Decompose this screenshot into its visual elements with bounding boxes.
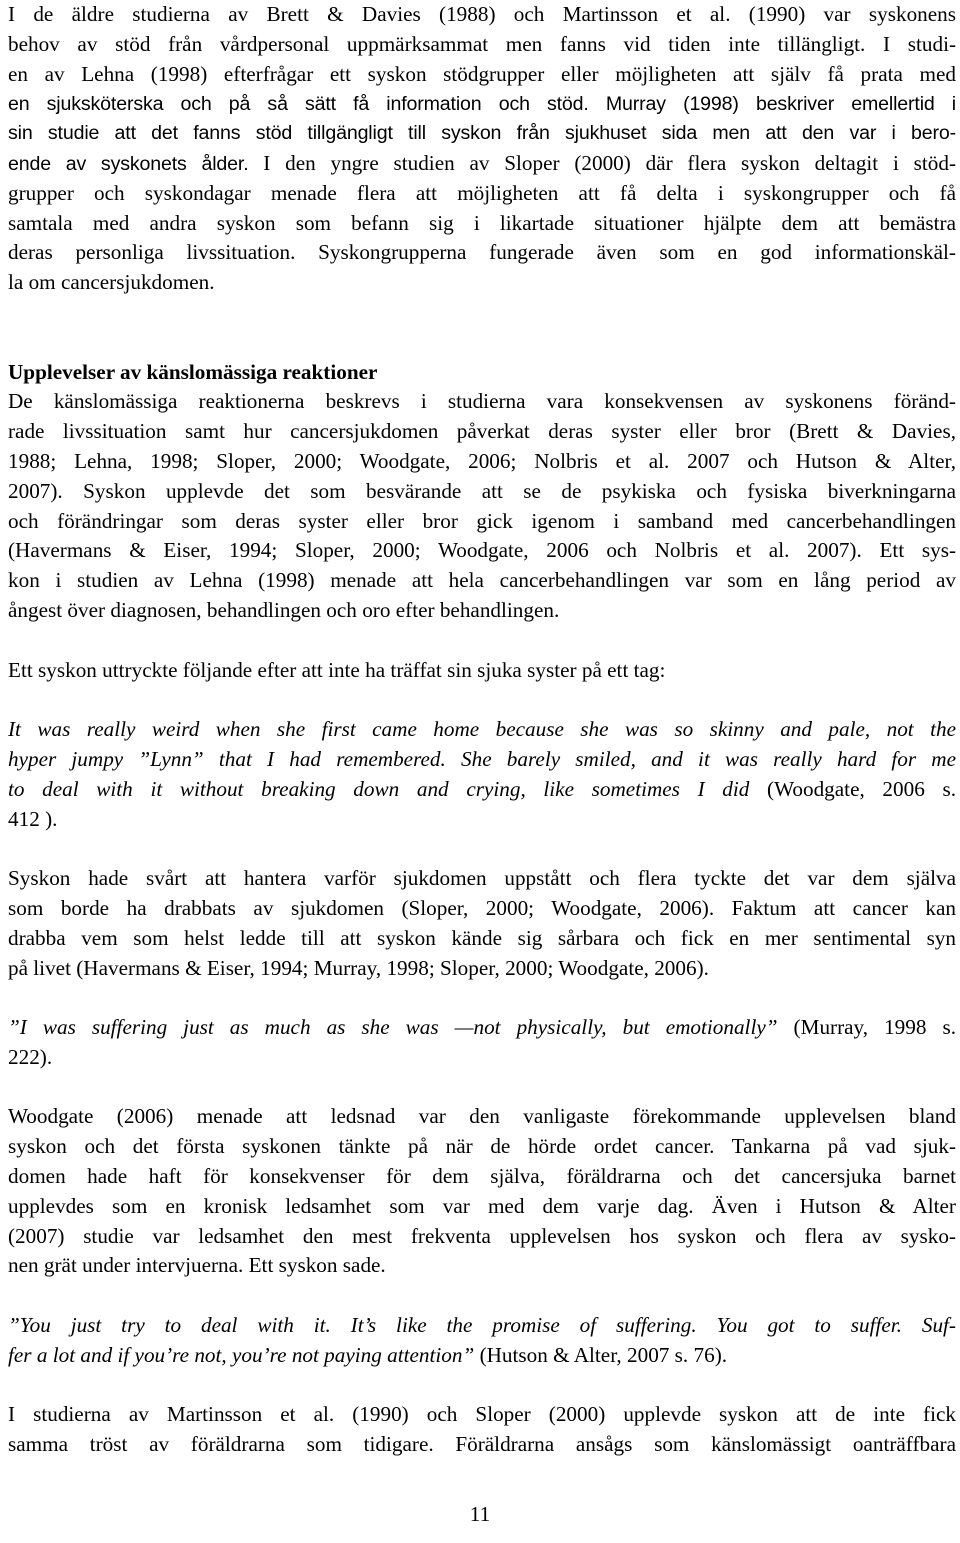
text-line: upplevdes som en kronisk ledsamhet som var med dem varje dag. Även i Hutson & Alter [8,1193,956,1218]
text-span: en sjuksköterska och på så sätt få information och stöd. [8,93,589,116]
text-line: Syskon hade svårt att hantera varför sjukdomen uppstått och flera tyckte det var dem själva [8,866,956,891]
quote-intro: Ett syskon uttryckte följande efter att inte ha träffat sin sjuka syster på ett tag: [8,657,666,682]
text-span: ”I was suffering just as much as she was —not physically, but emotionally” [8,1015,778,1040]
text-line [8,536,956,566]
document-page [8,0,956,1460]
text-line [8,1013,956,1043]
text-line [8,1341,956,1371]
paragraph-vulnerability [8,864,956,983]
text-span: fer a lot and if you’re not, you’re not paying attention” [8,1342,475,1367]
text-span: 2007). [8,478,63,503]
text-line: och förändringar som deras syster eller bror gick igenom i samband med cancerbehandlingen [8,508,956,533]
paragraph-sibling-support [8,0,956,298]
text-line: rade livssituation samt hur cancersjukdomen påverkat deras syster eller bror (Brett & Davies, [8,419,956,444]
text-line: 222). [8,1044,53,1069]
text-span: I den yngre studien av Sloper (2000) där flera syskon deltagit i stöd- [263,150,956,175]
text-line [8,149,956,179]
text-line [8,89,956,119]
citation: (Woodgate, 2006 s. [767,776,957,801]
text-line: som borde ha drabbats av sjukdomen (Sloper, 2000; Woodgate, 2006). Faktum att cancer kan [8,895,956,920]
quote-woodgate [8,715,956,834]
text-line: la om cancersjukdomen. [8,270,215,295]
text-line: 1988; Lehna, 1998; Sloper, 2000; Woodgate, 2006; Nolbris et al. 2007 och Hutson & Alter, [8,448,956,473]
text-span: Murray (1998) beskriver emellertid i [605,93,956,116]
text-span: ende av syskonets ålder. [8,152,249,175]
text-line: deras personliga livssituation. Syskongrupperna fungerade även som en god informationskäl- [8,240,956,265]
text-span: Ett sys- [879,538,957,563]
text-span: (Havermans & Eiser, 1994; Sloper, 2000; Woodgate, 2006 och Nolbris et al. 2007). [8,538,862,563]
text-line: ångest över diagnosen, behandlingen och oro efter behandlingen. [8,597,560,622]
text-span: Syskon upplevde det som besvärande att se de psykiska och fysiska biverkningarna [83,478,956,503]
text-span: I studi- [883,31,957,56]
text-line: samma tröst av föräldrarna som tidigare. Föräldrarna ansågs som känslomässigt oanträffbara [8,1432,956,1457]
text-line: 412 ). [8,806,58,831]
quote-hutson-alter [8,1311,956,1371]
text-line: ”You just try to deal with it. It’s like the promise of suffering. You got to suffer. Suf- [8,1313,956,1338]
section-heading: Upplevelser av känslomässiga reaktioner [8,359,378,384]
text-line [8,477,956,507]
text-line: De känslomässiga reaktionerna beskrevs i studierna vara konsekvensen av syskonens föränd- [8,389,956,414]
text-line: I studierna av Martinsson et al. (1990) och Sloper (2000) upplevde syskon att de inte fick [8,1402,956,1427]
text-line: (2007) studie var ledsamhet den mest frekventa upplevelsen hos syskon och flera av sysko- [8,1223,956,1248]
text-line: kon i studien av Lehna (1998) menade att hela cancerbehandlingen var som en lång period av [8,568,956,593]
text-line: Woodgate (2006) menade att ledsnad var den vanligaste förekommande upplevelsen bland [8,1104,956,1129]
text-span: to deal with it without breaking down and crying, like sometimes I did [8,776,750,801]
text-line [8,775,956,805]
citation: (Murray, 1998 s. [793,1015,957,1040]
text-line: syskon och det första syskonen tänkte på när de hörde ordet cancer. Tankarna på vad sjuk- [8,1134,956,1159]
text-line: It was really weird when she first came home because she was so skinny and pale, not the [8,717,956,742]
text-line: sin studie att det fanns stöd tillgängligt till syskon från sjukhuset sida men att den var i bero- [8,122,956,145]
text-line: samtala med andra syskon som befann sig i likartade situationer hjälpte dem att bemästra [8,210,956,235]
text-line: på livet (Havermans & Eiser, 1994; Murray, 1998; Sloper, 2000; Woodgate, 2006). [8,955,709,980]
text-span: behov av stöd från vårdpersonal uppmärksammat men fanns vid tiden inte tillängligt. [8,31,866,56]
text-line: domen hade haft för konsekvenser för dem själva, föräldrarna och det cancersjuka barnet [8,1164,956,1189]
text-line: drabba vem som helst ledde till att syskon kände sig sårbara och fick en mer sentimental syn [8,925,956,950]
text-line [8,30,956,60]
paragraph-parental-comfort [8,1400,956,1460]
text-line: grupper och syskondagar menade flera att möjligheten att få delta i syskongrupper och få [8,180,956,205]
text-line: hyper jumpy ”Lynn” that I had remembered. She barely smiled, and it was really hard for me [8,746,956,771]
text-line: I de äldre studierna av Brett & Davies (1988) och Martinsson et al. (1990) var syskonens [8,2,956,26]
page-number: 11 [469,1502,491,1526]
citation: (Hutson & Alter, 2007 s. 76). [474,1342,728,1367]
paragraph-sadness [8,1102,956,1281]
text-line: nen grät under intervjuerna. Ett syskon sade. [8,1253,386,1278]
paragraph-emotional-reactions [8,387,956,625]
quote-murray [8,1013,956,1073]
text-line: en av Lehna (1998) efterfrågar ett syskon stödgrupper eller möjligheten att själv få prata med [8,61,956,86]
